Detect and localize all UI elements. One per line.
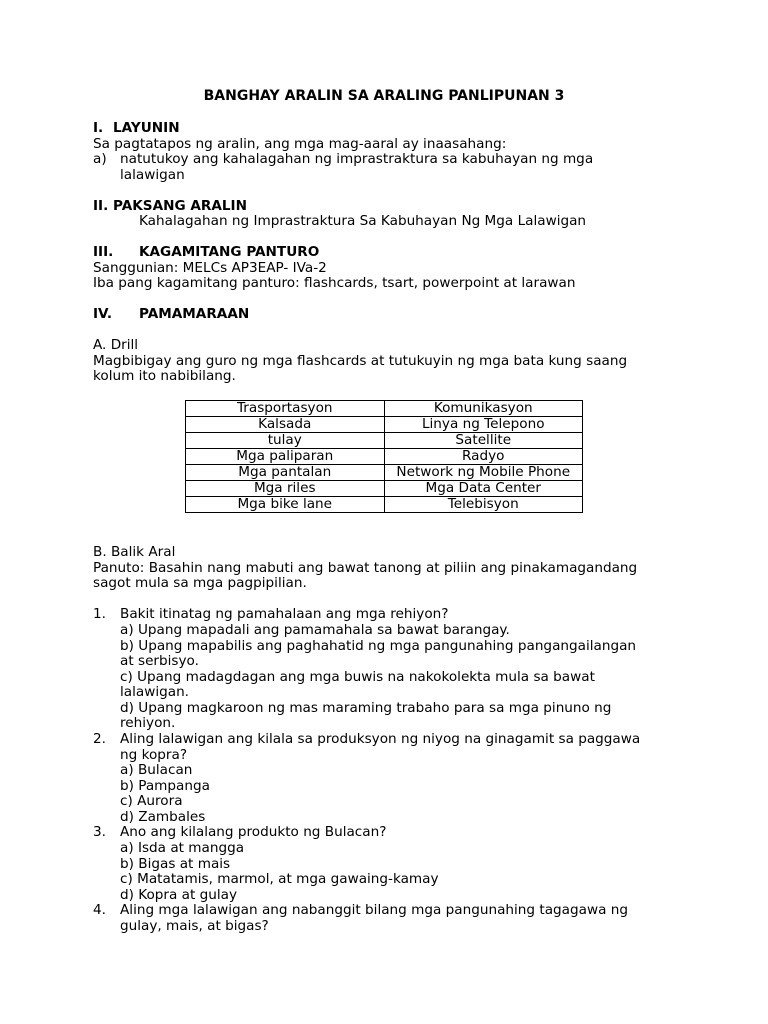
- table-cell: Kalsada: [186, 417, 385, 433]
- question-text: Aling mga lalawigan ang nabanggit bilang mga pangunahing tagagawa ng: [120, 902, 628, 918]
- table-cell: Telebisyon: [384, 497, 583, 513]
- table-cell: Mga riles: [186, 481, 385, 497]
- table-cell: Satellite: [384, 433, 583, 449]
- table-cell: Mga bike lane: [186, 497, 385, 513]
- question-text: Ano ang kilalang produkto ng Bulacan?: [120, 824, 387, 840]
- question-choice: rehiyon.: [120, 715, 176, 731]
- table-row: [186, 497, 583, 513]
- table-cell: Mga paliparan: [186, 449, 385, 465]
- table-cell: tulay: [186, 433, 385, 449]
- drill-instruction-line2: kolum ito nabibilang.: [93, 368, 236, 384]
- table-cell: Trasportasyon: [186, 401, 385, 417]
- question-choice: a) Upang mapadali ang pamamahala sa bawat barangay.: [120, 622, 510, 638]
- layunin-item-marker: a): [93, 151, 107, 167]
- question-text: Bakit itinatag ng pamahalaan ang mga rehiyon?: [120, 606, 449, 622]
- table-cell: Radyo: [384, 449, 583, 465]
- question-number: 2.: [93, 731, 106, 747]
- question-text: Aling lalawigan ang kilala sa produksyon ng niyog na ginagamit sa paggawa: [120, 731, 641, 747]
- kagamitang-iba-pa: Iba pang kagamitang panturo: flashcards, tsart, powerpoint at larawan: [93, 275, 576, 291]
- question-choice: d) Zambales: [120, 809, 206, 825]
- section-layunin-heading: LAYUNIN: [113, 120, 180, 136]
- table-cell: Komunikasyon: [384, 401, 583, 417]
- balik-aral-heading: B. Balik Aral: [93, 544, 176, 560]
- question-choice: at serbisyo.: [120, 653, 199, 669]
- question-number: 3.: [93, 824, 106, 840]
- layunin-intro: Sa pagtatapos ng aralin, ang mga mag-aaral ay inaasahang:: [93, 136, 507, 152]
- section-kagamitang-number: III.: [93, 244, 114, 260]
- section-pamamaraan-heading: PAMAMARAAN: [139, 306, 250, 322]
- question-choice: lalawigan.: [120, 684, 190, 700]
- question-choice: b) Pampanga: [120, 778, 210, 794]
- section-kagamitang-heading: KAGAMITANG PANTURO: [139, 244, 320, 260]
- question-choice: a) Isda at mangga: [120, 840, 245, 856]
- table-row: [186, 465, 583, 481]
- question-choice: a) Bulacan: [120, 762, 193, 778]
- section-layunin-number: I.: [93, 120, 104, 136]
- layunin-item-line2: lalawigan: [120, 167, 185, 183]
- table-cell: Network ng Mobile Phone: [384, 465, 583, 481]
- question-choice: c) Aurora: [120, 793, 183, 809]
- table-cell: Mga Data Center: [384, 481, 583, 497]
- question-text: ng kopra?: [120, 747, 188, 763]
- balik-aral-panuto-line2: sagot mula sa mga pagpipilian.: [93, 575, 307, 591]
- table-row: [186, 481, 583, 497]
- table-row: [186, 433, 583, 449]
- document-title: BANGHAY ARALIN SA ARALING PANLIPUNAN 3: [203, 88, 565, 104]
- section-paksang-aralin-heading: II. PAKSANG ARALIN: [93, 198, 247, 214]
- table-cell: Mga pantalan: [186, 465, 385, 481]
- question-text: gulay, mais, at bigas?: [120, 918, 269, 934]
- drill-heading: A. Drill: [93, 337, 139, 353]
- question-choice: d) Kopra at gulay: [120, 887, 238, 903]
- kagamitang-sanggunian: Sanggunian: MELCs AP3EAP- IVa-2: [93, 260, 327, 276]
- drill-instruction-line1: Magbibigay ang guro ng mga flashcards at tutukuyin ng mga bata kung saang: [93, 353, 628, 369]
- balik-aral-panuto-line1: Panuto: Basahin nang mabuti ang bawat tanong at piliin ang pinakamagandang: [93, 560, 638, 576]
- layunin-item-line1: natutukoy ang kahalagahan ng imprastraktura sa kabuhayan ng mga: [120, 151, 594, 167]
- question-choice: d) Upang magkaroon ng mas maraming trabaho para sa mga pinuno ng: [120, 700, 612, 716]
- drill-table: [185, 400, 583, 513]
- table-cell: Linya ng Telepono: [384, 417, 583, 433]
- question-number: 1.: [93, 606, 106, 622]
- question-choice: b) Upang mapabilis ang paghahatid ng mga pangunahing pangangailangan: [120, 638, 637, 654]
- question-choice: b) Bigas at mais: [120, 856, 231, 872]
- table-row: [186, 417, 583, 433]
- question-choice: c) Matatamis, marmol, at mga gawaing-kamay: [120, 871, 439, 887]
- section-pamamaraan-number: IV.: [93, 306, 112, 322]
- table-row: [186, 449, 583, 465]
- question-choice: c) Upang madagdagan ang mga buwis na nakokolekta mula sa bawat: [120, 669, 595, 685]
- question-number: 4.: [93, 902, 106, 918]
- paksang-aralin-text: Kahalagahan ng Imprastraktura Sa Kabuhayan Ng Mga Lalawigan: [139, 213, 587, 229]
- table-row: [186, 401, 583, 417]
